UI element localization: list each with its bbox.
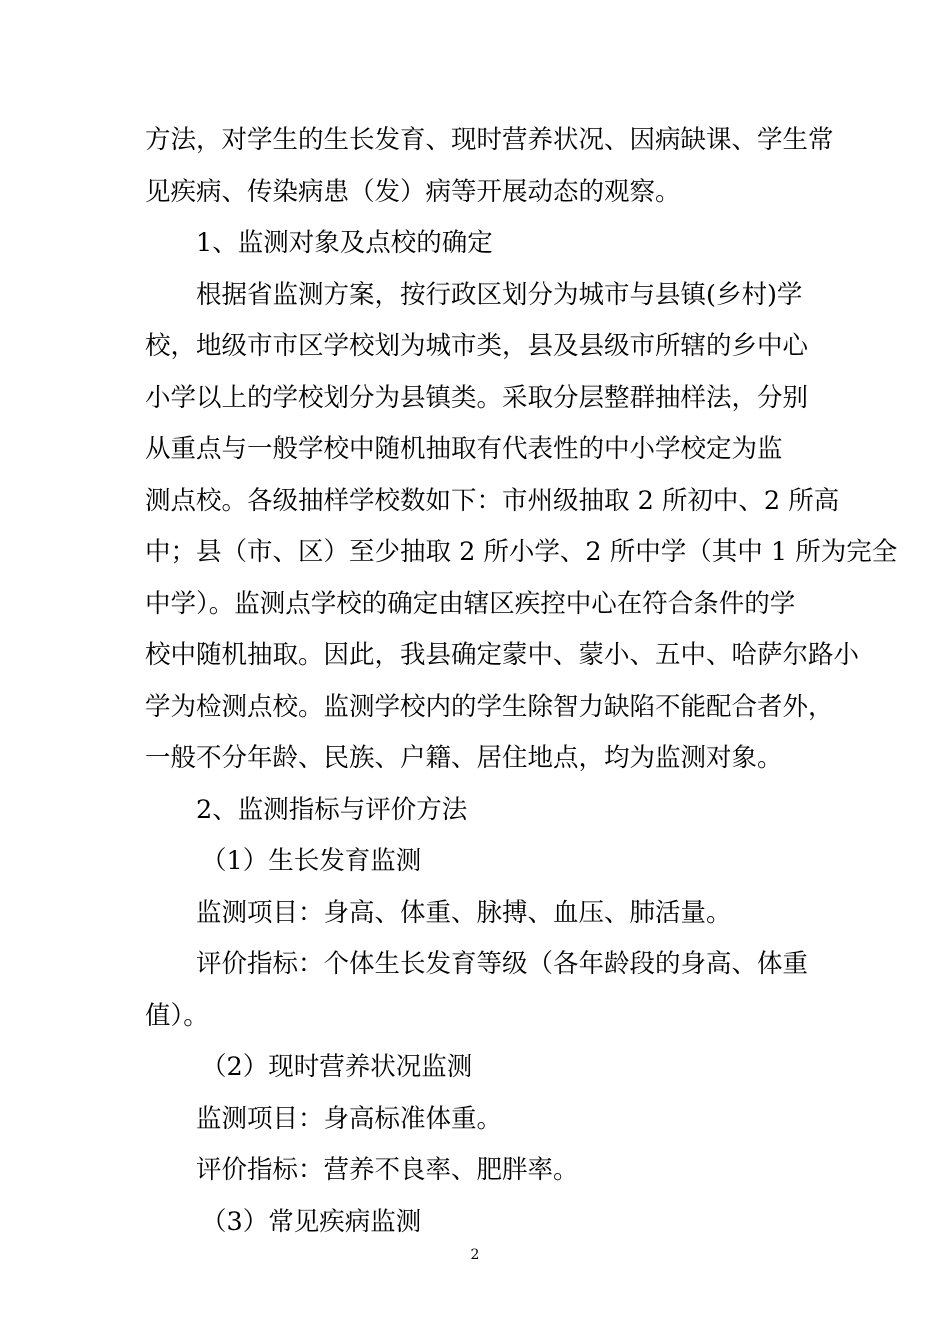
text-line: 值）。	[145, 1001, 209, 1031]
text-line: 小学以上的学校划分为县镇类。采取分层整群抽样法，分别	[145, 383, 809, 413]
text-line: 校，地级市市区学校划为城市类，县及县级市所辖的乡中心	[145, 331, 809, 361]
section-heading: 2、监测指标与评价方法	[196, 795, 468, 825]
text-line: 评价指标：个体生长发育等级（各年龄段的身高、体重	[196, 949, 809, 979]
text-line: 校中随机抽取。因此，我县确定蒙中、蒙小、五中、哈萨尔路小	[145, 640, 860, 670]
page-number: 2	[470, 1247, 480, 1263]
text-line: 学为检测点校。监测学校内的学生除智力缺陷不能配合者外，	[145, 692, 834, 722]
text-line: 中；县（市、区）至少抽取 2 所小学、2 所中学（其中 1 所为完全	[145, 537, 898, 567]
text-line: 监测项目：身高、体重、脉搏、血压、肺活量。	[196, 898, 732, 928]
text-line: 一般不分年龄、民族、户籍、居住地点，均为监测对象。	[145, 743, 783, 773]
text-line: 方法，对学生的生长发育、现时营养状况、因病缺课、学生常	[145, 125, 834, 155]
text-line: 从重点与一般学校中随机抽取有代表性的中小学校定为监	[145, 434, 783, 464]
text-line: 评价指标：营养不良率、肥胖率。	[196, 1155, 579, 1185]
text-line: 监测项目：身高标准体重。	[196, 1104, 503, 1134]
text-line: 测点校。各级抽样学校数如下：市州级抽取 2 所初中、2 所高	[145, 486, 840, 516]
text-line: 中学）。监测点学校的确定由辖区疾控中心在符合条件的学	[145, 589, 796, 619]
subsection-heading: （3）常见疾病监测	[201, 1207, 422, 1237]
text-line: 根据省监测方案，按行政区划分为城市与县镇(乡村)学	[196, 280, 803, 310]
text-line: 见疾病、传染病患（发）病等开展动态的观察。	[145, 177, 681, 207]
subsection-heading: （2）现时营养状况监测	[201, 1052, 473, 1082]
subsection-heading: （1）生长发育监测	[201, 846, 422, 876]
section-heading: 1、监测对象及点校的确定	[196, 228, 493, 258]
